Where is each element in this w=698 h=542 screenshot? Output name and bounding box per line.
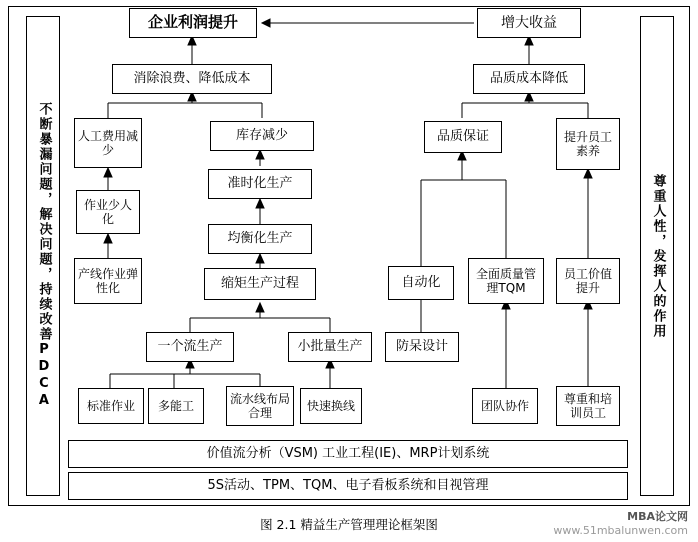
watermark-url: www.51mbalunwen.com bbox=[553, 524, 688, 537]
node-level: 均衡化生产 bbox=[208, 224, 312, 254]
node-poka-yoke: 防呆设计 bbox=[385, 332, 459, 362]
node-jit: 准时化生产 bbox=[208, 169, 312, 199]
node-labor-cost: 人工费用减少 bbox=[74, 118, 142, 168]
right-banner: 尊重人性，发挥人的作用 bbox=[640, 16, 674, 496]
node-teamwork: 团队协作 bbox=[472, 388, 538, 424]
node-automation: 自动化 bbox=[388, 266, 454, 300]
node-base-bottom: 5S活动、TPM、TQM、电子看板系统和目视管理 bbox=[68, 472, 628, 500]
node-shorten: 缩矩生产过程 bbox=[204, 268, 316, 300]
node-waste: 消除浪费、降低成本 bbox=[112, 64, 272, 94]
node-quality-assure: 品质保证 bbox=[424, 121, 502, 153]
node-tqm: 全面质量管理TQM bbox=[468, 258, 544, 304]
node-standard-work: 标准作业 bbox=[78, 388, 144, 424]
node-multi-skill: 多能工 bbox=[148, 388, 204, 424]
node-less-people: 作业少人化 bbox=[76, 190, 140, 234]
node-quality-cost: 品质成本降低 bbox=[473, 64, 585, 94]
node-employee-quality: 提升员工素养 bbox=[556, 118, 620, 170]
left-banner: 不断暴漏问题，解决问题，持续改善PDCA bbox=[26, 16, 60, 496]
watermark bbox=[553, 508, 688, 537]
node-one-piece: 一个流生产 bbox=[146, 332, 234, 362]
node-employee-value: 员工价值提升 bbox=[556, 258, 620, 304]
node-layout: 流水线布局合理 bbox=[226, 386, 294, 426]
node-revenue: 增大收益 bbox=[477, 8, 581, 38]
node-quick-change: 快速换线 bbox=[300, 388, 362, 424]
node-small-lot: 小批量生产 bbox=[288, 332, 372, 362]
outer-frame bbox=[8, 6, 690, 506]
node-respect-train: 尊重和培训员工 bbox=[556, 386, 620, 426]
node-profit: 企业利润提升 bbox=[129, 8, 257, 38]
watermark-title: MBA论文网 bbox=[627, 510, 688, 523]
node-inventory: 库存减少 bbox=[210, 121, 314, 151]
node-base-top: 价值流分析（VSM) 工业工程(IE)、MRP计划系统 bbox=[68, 440, 628, 468]
node-line-flex: 产线作业弹性化 bbox=[74, 258, 142, 304]
figure-caption: 图 2.1 精益生产管理理论框架图 bbox=[260, 517, 438, 532]
